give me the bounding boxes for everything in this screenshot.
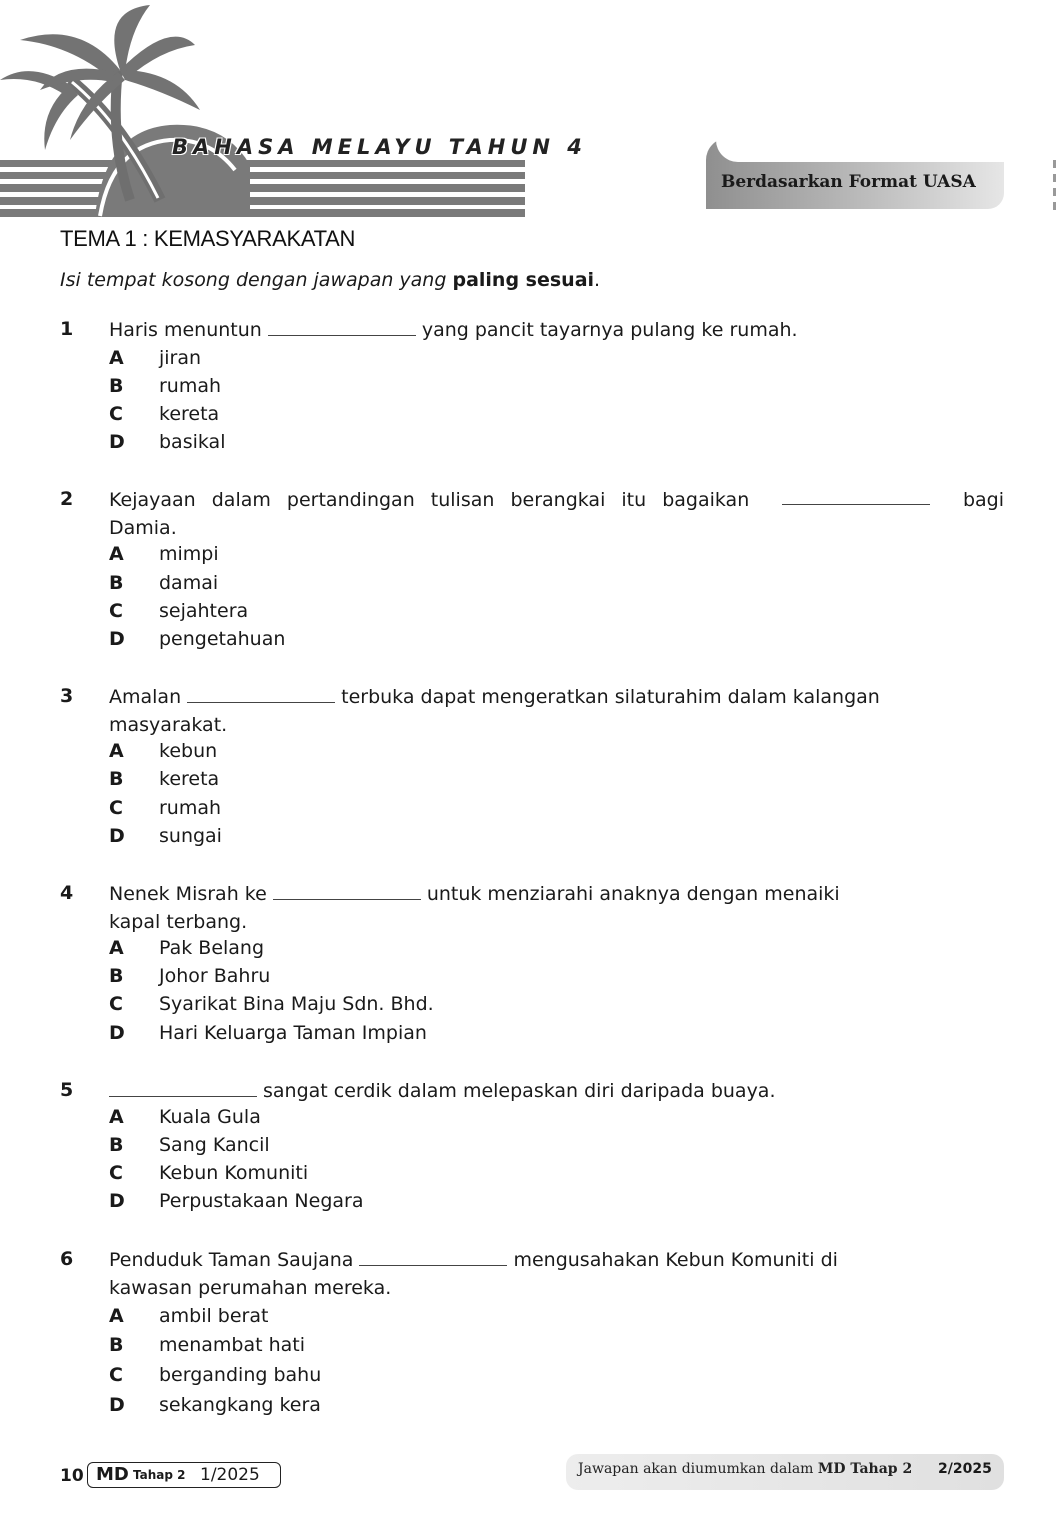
- option-letter: B: [109, 1334, 124, 1356]
- option-text: damai: [159, 572, 219, 594]
- stem-after: bagi: [962, 489, 1004, 511]
- option-letter: D: [109, 825, 125, 847]
- option-letter: C: [109, 797, 123, 819]
- option-text: jiran: [159, 347, 202, 369]
- stem-after: mengusahakan Kebun Komuniti di: [513, 1249, 838, 1271]
- option-letter: C: [109, 600, 123, 622]
- question-number: 5: [60, 1079, 74, 1101]
- stem-continuation: masyarakat.: [109, 714, 228, 736]
- stem-before: Kejayaan dalam pertandingan tulisan berangkai itu bagaikan: [109, 489, 750, 511]
- series-title: BAHASA MELAYU TAHUN 4: [172, 135, 587, 159]
- page-number: 10: [60, 1466, 84, 1486]
- instruction-text: [60, 269, 600, 291]
- format-label: Berdasarkan Format UASA: [721, 172, 976, 192]
- answer-note-magazine: MD Tahap 2: [817, 1461, 913, 1477]
- answer-issue: 2/2025: [938, 1461, 992, 1477]
- option-letter: B: [109, 1134, 124, 1156]
- question-stem: [109, 880, 840, 908]
- magazine-level: Tahap 2: [133, 1468, 186, 1482]
- option-letter: D: [109, 431, 125, 453]
- header-banner-art: [0, 0, 530, 222]
- option-letter: B: [109, 768, 124, 790]
- question-stem: [109, 683, 880, 711]
- option-letter: D: [109, 628, 125, 650]
- stem-before: Haris menuntun: [109, 319, 262, 341]
- option-letter: C: [109, 1364, 123, 1386]
- question-number: 3: [60, 685, 74, 707]
- edge-marks-graphic: [1049, 160, 1057, 220]
- option-text: berganding bahu: [159, 1364, 322, 1386]
- question-stem: [109, 1246, 838, 1274]
- stem-after: sangat cerdik dalam melepaskan diri daripada buaya.: [263, 1080, 776, 1102]
- option-text: Kuala Gula: [159, 1106, 261, 1128]
- instruction-prefix: Isi tempat kosong dengan jawapan yang: [60, 269, 447, 291]
- option-text: Syarikat Bina Maju Sdn. Bhd.: [159, 993, 434, 1015]
- answer-blank: [273, 881, 421, 900]
- answer-note-prefix: Jawapan akan diumumkan dalam: [578, 1461, 814, 1477]
- option-text: mimpi: [159, 543, 219, 565]
- option-text: sungai: [159, 825, 222, 847]
- question-stem: [109, 316, 798, 344]
- answer-blank: [109, 1078, 257, 1097]
- option-text: Pak Belang: [159, 937, 265, 959]
- option-text: sekangkang kera: [159, 1394, 321, 1416]
- option-text: kereta: [159, 403, 220, 425]
- magazine-name: MD: [96, 1464, 129, 1485]
- instruction-suffix: .: [594, 269, 601, 291]
- stem-continuation: Damia.: [109, 517, 177, 539]
- option-letter: A: [109, 1106, 124, 1128]
- stem-before: Nenek Misrah ke: [109, 883, 267, 905]
- option-text: basikal: [159, 431, 226, 453]
- instruction-emphasis: paling sesuai: [452, 269, 595, 291]
- stem-after: untuk menziarahi anaknya dengan menaiki: [426, 883, 840, 905]
- option-letter: D: [109, 1190, 125, 1212]
- option-text: kereta: [159, 768, 220, 790]
- option-letter: B: [109, 572, 124, 594]
- option-text: sejahtera: [159, 600, 249, 622]
- question-stem: [109, 486, 1004, 514]
- option-text: kebun: [159, 740, 218, 762]
- option-letter: B: [109, 375, 124, 397]
- option-letter: A: [109, 347, 124, 369]
- option-text: rumah: [159, 797, 222, 819]
- option-text: rumah: [159, 375, 222, 397]
- option-text: pengetahuan: [159, 628, 286, 650]
- stem-before: Amalan: [109, 686, 182, 708]
- question-stem: [109, 1077, 776, 1105]
- stem-after: terbuka dapat mengeratkan silaturahim dalam kalangan: [341, 686, 880, 708]
- stem-continuation: kawasan perumahan mereka.: [109, 1277, 392, 1299]
- option-text: ambil berat: [159, 1305, 269, 1327]
- option-text: Sang Kancil: [159, 1134, 270, 1156]
- question-number: 4: [60, 882, 74, 904]
- answer-blank: [782, 486, 930, 505]
- option-text: Johor Bahru: [159, 965, 271, 987]
- option-text: Perpustakaan Negara: [159, 1190, 364, 1212]
- option-letter: C: [109, 1162, 123, 1184]
- option-letter: C: [109, 993, 123, 1015]
- stem-before: Penduduk Taman Saujana: [109, 1249, 354, 1271]
- option-letter: A: [109, 1305, 124, 1327]
- theme-title: TEMA 1 : KEMASYARAKATAN: [60, 226, 356, 251]
- option-letter: B: [109, 965, 124, 987]
- question-number: 1: [60, 318, 74, 340]
- stem-continuation: kapal terbang.: [109, 911, 248, 933]
- answer-note: [578, 1461, 912, 1477]
- question-number: 2: [60, 488, 74, 510]
- option-text: Kebun Komuniti: [159, 1162, 309, 1184]
- option-letter: A: [109, 740, 124, 762]
- option-letter: A: [109, 937, 124, 959]
- option-letter: C: [109, 403, 123, 425]
- option-letter: A: [109, 543, 124, 565]
- option-letter: D: [109, 1022, 125, 1044]
- answer-blank: [359, 1247, 507, 1266]
- issue-number: 1/2025: [200, 1465, 260, 1485]
- answer-blank: [268, 317, 416, 336]
- option-letter: D: [109, 1394, 125, 1416]
- answer-blank: [187, 684, 335, 703]
- option-text: Hari Keluarga Taman Impian: [159, 1022, 427, 1044]
- question-number: 6: [60, 1248, 74, 1270]
- stem-after: yang pancit tayarnya pulang ke rumah.: [421, 319, 798, 341]
- option-text: menambat hati: [159, 1334, 305, 1356]
- stripes-graphic: [0, 160, 525, 217]
